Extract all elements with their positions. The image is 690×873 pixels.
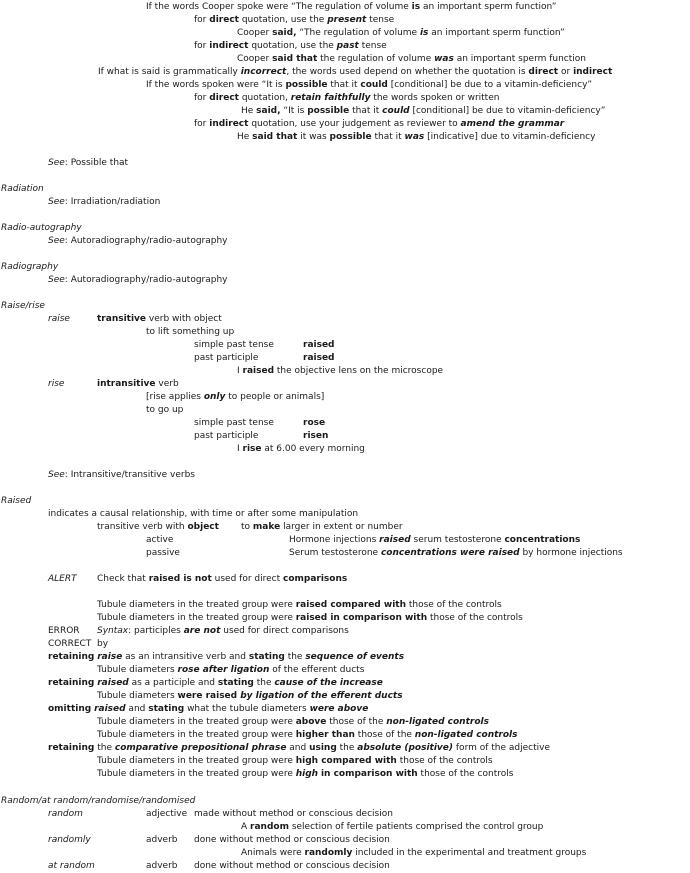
text-segment: to lift something up — [146, 327, 235, 337]
text-line — [194, 352, 258, 364]
text-segment: that it — [371, 132, 405, 142]
text-segment: an important sperm function — [453, 54, 586, 64]
text-line — [241, 521, 403, 533]
text-segment: what the tubule diameters — [184, 704, 310, 714]
text-line — [97, 378, 179, 390]
text-line — [241, 821, 543, 833]
text-segment: raised — [303, 340, 335, 350]
text-segment: larger in extent or number — [280, 522, 403, 532]
text-segment: made without method or conscious decision — [194, 809, 393, 819]
text-segment: were above — [309, 704, 369, 714]
text-segment: concentrations — [504, 535, 581, 545]
text-line — [241, 105, 605, 117]
text-segment: object — [187, 522, 219, 532]
text-line — [289, 547, 623, 559]
text-segment: See — [48, 197, 65, 207]
text-segment: comparative prepositional phrase — [114, 743, 287, 753]
text-segment: selection of fertile patients comprised the control group — [288, 822, 544, 832]
text-segment: Tubule diameters in the treated group were — [97, 756, 296, 766]
text-segment: I — [237, 366, 243, 376]
text-segment: above — [295, 717, 327, 727]
text-segment: non-ligated controls — [414, 730, 518, 740]
text-line — [146, 808, 187, 820]
text-line — [237, 131, 595, 143]
text-segment: high compared with — [295, 756, 397, 766]
text-segment: Tubule diameters in the treated group were — [97, 730, 296, 740]
text-segment: used for direct — [211, 574, 283, 584]
text-segment: is — [411, 2, 421, 12]
text-line — [48, 157, 128, 169]
text-line — [48, 313, 70, 325]
text-segment: sequence of events — [305, 652, 405, 662]
text-line — [194, 14, 394, 26]
text-segment: by — [97, 639, 109, 649]
text-segment: amend the grammar — [460, 119, 565, 129]
text-segment: those of the controls — [427, 613, 523, 623]
text-segment: : Possible that — [64, 158, 129, 168]
text-line — [194, 339, 274, 351]
text-segment: higher than — [295, 730, 355, 740]
text-segment: Tubule diameters — [97, 691, 178, 701]
text-segment: past participle — [194, 431, 259, 441]
text-segment: verb — [155, 379, 179, 389]
text-line — [194, 417, 274, 429]
text-line — [48, 469, 195, 481]
text-segment: stating — [148, 704, 185, 714]
text-line — [194, 430, 258, 442]
text-segment: non-ligated controls — [386, 717, 489, 727]
text-segment: See — [48, 470, 65, 480]
text-segment: “It is — [280, 106, 308, 116]
text-segment: for — [194, 15, 210, 25]
text-segment: were raised — [177, 691, 241, 701]
text-segment: raised — [379, 535, 411, 545]
text-segment: Tubule diameters in the treated group were — [97, 769, 296, 779]
text-segment: adverb — [146, 861, 178, 871]
text-segment: past participle — [194, 353, 259, 363]
text-segment: raised — [94, 704, 126, 714]
text-segment: : Intransitive/transitive verbs — [64, 470, 195, 480]
text-segment: If the words Cooper spoke were “The regulation of volume — [146, 2, 412, 12]
text-line — [97, 729, 518, 741]
text-line — [48, 235, 228, 247]
text-segment: the — [94, 743, 115, 753]
text-segment: “The regulation of volume — [296, 28, 420, 38]
text-segment: done without method or conscious decision — [194, 861, 390, 871]
text-segment: to go up — [146, 405, 184, 415]
text-segment: the — [336, 743, 358, 753]
text-segment: quotation, use your judgement as reviewer to — [248, 119, 461, 129]
text-segment: Cooper — [237, 28, 273, 38]
text-line — [146, 404, 183, 416]
text-line — [146, 834, 178, 846]
text-segment: those of the controls — [396, 756, 493, 766]
text-segment: past — [336, 41, 359, 51]
text-line — [97, 690, 403, 702]
text-segment: randomly — [48, 835, 91, 845]
text-segment: done without method or conscious decision — [194, 835, 390, 845]
text-segment: are not — [183, 626, 221, 636]
text-segment: those of the controls — [417, 769, 514, 779]
text-segment: active — [146, 535, 174, 545]
text-segment: an important sperm function” — [428, 28, 565, 38]
text-line — [97, 768, 513, 780]
text-segment: Hormone injections — [289, 535, 380, 545]
text-segment: Tubule diameters in the treated group were — [97, 613, 296, 623]
text-line — [48, 808, 83, 820]
text-segment: Tubule diameters — [97, 665, 178, 675]
text-segment: intransitive — [97, 379, 156, 389]
entry-heading — [1, 495, 31, 507]
text-segment: [conditional] be due to vitamin-deficiency” — [409, 106, 606, 116]
text-segment: an important sperm function” — [420, 2, 557, 12]
text-segment: raise — [48, 314, 70, 324]
text-line — [97, 755, 493, 767]
entry-heading — [1, 183, 44, 195]
text-segment: by hormone injections — [519, 548, 623, 558]
text-line — [146, 326, 234, 338]
text-segment: adverb — [146, 835, 178, 845]
text-segment: form of the adjective — [453, 743, 551, 753]
text-segment: raised — [303, 353, 335, 363]
text-line — [146, 860, 178, 872]
text-segment: retain faithfully — [290, 93, 371, 103]
text-segment: Raise/rise — [1, 301, 45, 311]
entry-heading — [1, 222, 82, 234]
text-segment: present — [327, 15, 367, 25]
text-segment: verb with object — [146, 314, 222, 324]
text-segment: raised compared with — [295, 600, 406, 610]
text-segment: high — [295, 769, 319, 779]
text-line — [48, 274, 228, 286]
text-segment: stating — [248, 652, 285, 662]
text-segment: rose after ligation — [177, 665, 270, 675]
text-segment: raise — [97, 652, 123, 662]
text-segment: in comparison with — [320, 769, 418, 779]
text-line — [48, 703, 368, 715]
text-segment: incorrect — [240, 67, 287, 77]
text-segment: See — [48, 158, 65, 168]
text-segment: the regulation of volume — [317, 54, 435, 64]
text-segment: indirect — [209, 119, 249, 129]
text-line — [48, 742, 550, 754]
text-segment: it was — [297, 132, 330, 142]
text-line — [241, 847, 586, 859]
entry-heading — [1, 300, 45, 312]
text-line — [303, 352, 335, 364]
text-line — [48, 508, 358, 520]
text-segment: at random — [48, 861, 95, 871]
text-segment: : Autoradiography/radio-autography — [64, 236, 228, 246]
text-segment: could — [382, 106, 410, 116]
text-segment: cause of the increase — [274, 678, 383, 688]
text-line — [289, 534, 580, 546]
text-segment: direct — [528, 67, 559, 77]
text-segment: using — [309, 743, 337, 753]
text-segment: Check that — [97, 574, 149, 584]
text-segment: by ligation of the efferent ducts — [240, 691, 403, 701]
text-line — [194, 40, 387, 52]
text-segment: If the words spoken were “It is — [146, 80, 286, 90]
text-segment: those of the — [326, 717, 387, 727]
text-segment: : participles — [128, 626, 184, 636]
entry-heading — [1, 795, 195, 807]
text-segment: that it — [327, 80, 361, 90]
text-line — [237, 443, 365, 455]
text-segment: Tubule diameters in the treated group were — [97, 600, 296, 610]
text-line — [146, 79, 592, 91]
text-segment: Radiation — [1, 184, 44, 194]
text-segment: was — [434, 54, 454, 64]
text-segment: the — [253, 678, 275, 688]
text-segment: or — [558, 67, 574, 77]
text-segment: indicates a causal relationship, with time or after some manipulation — [48, 509, 359, 519]
text-segment: Cooper — [237, 54, 273, 64]
text-line — [48, 378, 64, 390]
text-segment: Radiography — [1, 262, 59, 272]
text-line — [237, 27, 565, 39]
text-line — [146, 547, 180, 559]
text-line — [48, 638, 91, 650]
text-segment: quotation, use the — [238, 15, 328, 25]
text-segment: transitive verb with — [97, 522, 188, 532]
text-segment: Random/at random/randomise/randomised — [1, 796, 196, 806]
text-line — [48, 860, 95, 872]
text-line — [97, 612, 523, 624]
text-segment: randomly — [304, 848, 353, 858]
text-segment: indirect — [573, 67, 613, 77]
text-line — [48, 834, 91, 846]
text-line — [97, 625, 349, 637]
text-segment: possible — [329, 132, 372, 142]
text-line — [194, 834, 390, 846]
text-segment: random — [48, 809, 83, 819]
text-segment: [indicative] due to vitamin-deficiency — [424, 132, 596, 142]
text-segment: the — [284, 652, 306, 662]
text-line — [97, 664, 364, 676]
text-segment: direct — [209, 93, 239, 103]
text-segment: for — [194, 93, 210, 103]
text-line — [146, 534, 173, 546]
text-segment: said that — [272, 54, 318, 64]
text-line — [97, 313, 222, 325]
text-segment: raised in comparison with — [295, 613, 428, 623]
text-segment: Raised — [1, 496, 32, 506]
text-line — [194, 808, 393, 820]
text-segment: simple past tense — [194, 340, 274, 350]
text-line — [97, 716, 489, 728]
text-segment: to — [241, 522, 253, 532]
text-segment: Serum testosterone — [289, 548, 381, 558]
text-segment: transitive — [97, 314, 147, 324]
text-segment: those of the controls — [406, 600, 502, 610]
text-segment: adjective — [146, 809, 188, 819]
text-segment: for — [194, 119, 210, 129]
text-segment: See — [48, 236, 65, 246]
text-line — [194, 860, 390, 872]
text-line — [48, 573, 77, 585]
text-segment: retaining — [48, 678, 95, 688]
text-segment: Syntax — [97, 626, 129, 636]
text-segment: possible — [285, 80, 328, 90]
text-segment: only — [203, 392, 226, 402]
text-line — [97, 599, 502, 611]
text-segment: possible — [307, 106, 350, 116]
text-segment: that it — [349, 106, 383, 116]
text-segment: , the words used depend on whether the quotation is — [286, 67, 529, 77]
text-segment: raised is not — [148, 574, 212, 584]
text-segment: raised — [242, 366, 275, 376]
text-segment: rise — [48, 379, 65, 389]
text-line — [48, 625, 80, 637]
text-segment: If what is said is grammatically — [98, 67, 241, 77]
text-line — [194, 118, 564, 130]
text-segment: tense — [358, 41, 387, 51]
text-segment: CORRECT — [48, 639, 92, 649]
text-segment: said, — [272, 28, 297, 38]
text-segment: as an intransitive verb and — [122, 652, 249, 662]
text-segment: A — [241, 822, 251, 832]
text-segment: stating — [217, 678, 254, 688]
text-segment: tense — [366, 15, 395, 25]
text-segment: make — [252, 522, 281, 532]
text-line — [146, 1, 556, 13]
text-segment: I — [237, 444, 243, 454]
text-segment: omitting — [48, 704, 92, 714]
text-segment: random — [250, 822, 289, 832]
text-line — [48, 651, 404, 663]
text-segment: : Irradiation/radiation — [64, 197, 161, 207]
text-segment: Animals were — [241, 848, 305, 858]
text-segment: the objective lens on the microscope — [274, 366, 444, 376]
text-segment: Radio-autography — [1, 223, 82, 233]
text-segment: concentrations were raised — [380, 548, 520, 558]
text-segment: could — [360, 80, 388, 90]
text-segment: He — [237, 132, 253, 142]
text-segment: and — [125, 704, 149, 714]
text-segment: retaining — [48, 743, 95, 753]
text-segment: He — [241, 106, 257, 116]
text-line — [97, 521, 219, 533]
text-segment: was — [404, 132, 425, 142]
text-segment: absolute (positive) — [357, 743, 454, 753]
text-segment: at 6.00 every morning — [261, 444, 365, 454]
text-line — [48, 196, 160, 208]
text-line — [97, 573, 347, 585]
text-segment: simple past tense — [194, 418, 274, 428]
text-segment: and — [286, 743, 310, 753]
text-segment: used for direct comparisons — [220, 626, 349, 636]
text-segment: as a participle and — [128, 678, 218, 688]
text-segment: retaining — [48, 652, 95, 662]
text-segment: See — [48, 275, 65, 285]
text-segment: [conditional] be due to a vitamin-deficiency” — [387, 80, 593, 90]
text-line — [194, 92, 499, 104]
text-segment: included in the experimental and treatment groups — [352, 848, 587, 858]
text-segment: rise — [242, 444, 262, 454]
text-line — [146, 391, 324, 403]
text-segment: serum testosterone — [410, 535, 505, 545]
text-segment: Tubule diameters in the treated group were — [97, 717, 296, 727]
text-segment: ERROR — [48, 626, 80, 636]
text-line — [303, 417, 325, 429]
text-line — [237, 53, 586, 65]
text-segment: direct — [209, 15, 239, 25]
text-line — [237, 365, 443, 377]
text-segment: : Autoradiography/radio-autography — [64, 275, 228, 285]
text-segment: raised — [97, 678, 129, 688]
text-segment: said, — [256, 106, 281, 116]
text-segment: comparisons — [283, 574, 348, 584]
text-line — [97, 638, 108, 650]
text-segment: passive — [146, 548, 180, 558]
text-line — [303, 430, 328, 442]
text-segment: said that — [252, 132, 298, 142]
text-segment: risen — [303, 431, 329, 441]
text-line — [98, 66, 612, 78]
text-segment: those of the — [354, 730, 415, 740]
entry-heading — [1, 261, 58, 273]
text-segment: of the efferent ducts — [269, 665, 365, 675]
text-segment: [rise applies — [146, 392, 204, 402]
text-segment: indirect — [209, 41, 249, 51]
text-segment: ALERT — [48, 574, 77, 584]
text-segment: to people or animals] — [225, 392, 325, 402]
text-segment: quotation, — [238, 93, 291, 103]
text-segment: quotation, use the — [248, 41, 337, 51]
text-segment: the words spoken or written — [370, 93, 500, 103]
text-segment: rose — [303, 418, 326, 428]
text-segment: for — [194, 41, 210, 51]
text-line — [48, 677, 383, 689]
text-line — [303, 339, 335, 351]
text-segment: is — [419, 28, 429, 38]
